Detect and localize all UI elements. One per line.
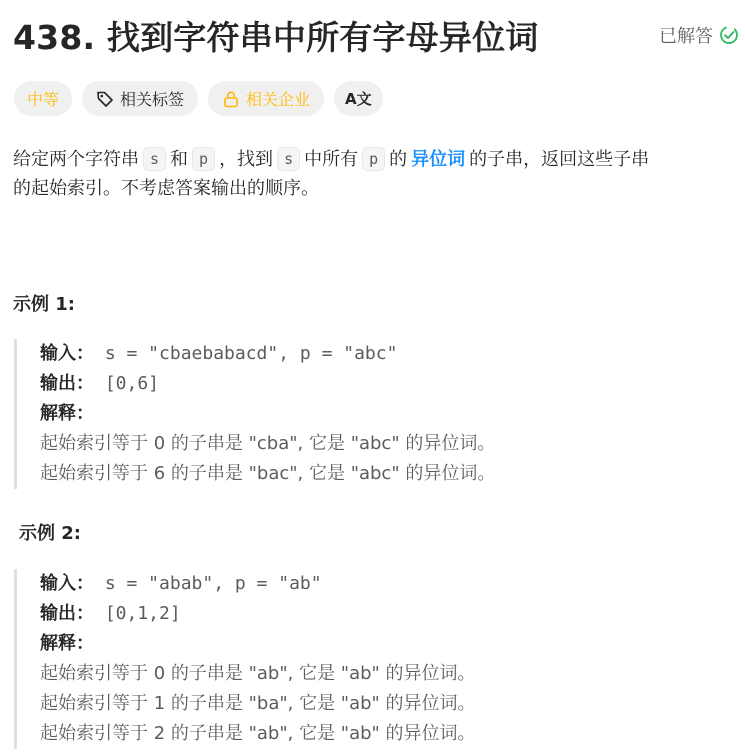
input-label: 输入： bbox=[40, 573, 94, 594]
tag-icon bbox=[96, 90, 114, 108]
desc-text: 的 bbox=[389, 149, 408, 170]
example-input bbox=[40, 569, 476, 599]
solved-label: 已解答 bbox=[659, 26, 713, 47]
translate-button[interactable] bbox=[334, 81, 383, 116]
inline-code-s: s bbox=[277, 147, 300, 171]
related-tags-label: 相关标签 bbox=[120, 90, 185, 109]
example-2-title: 示例 2: bbox=[19, 523, 81, 544]
related-tags-button[interactable] bbox=[82, 81, 198, 116]
example-input bbox=[40, 339, 495, 369]
example-1-block bbox=[14, 339, 495, 489]
input-value: s = "abab", p = "ab" bbox=[94, 573, 322, 594]
example-explain bbox=[40, 399, 495, 429]
desc-text: ，找到 bbox=[219, 149, 274, 170]
anagram-link[interactable]: 异位词 bbox=[411, 149, 466, 170]
output-value: [0,6] bbox=[94, 373, 160, 394]
desc-text: 和 bbox=[170, 149, 189, 170]
example-output bbox=[40, 369, 495, 399]
description-line-2: 的起始索引。不考虑答案输出的顺序。 bbox=[13, 178, 319, 199]
desc-text: 的子串，返回这些子串 bbox=[469, 149, 650, 170]
lock-icon bbox=[222, 90, 240, 108]
example-2-block bbox=[14, 569, 476, 749]
output-label: 输出： bbox=[40, 373, 94, 394]
tag-bar bbox=[14, 81, 383, 116]
translate-icon: A文 bbox=[345, 90, 372, 108]
related-companies-button[interactable] bbox=[208, 81, 324, 116]
difficulty-badge[interactable] bbox=[14, 81, 72, 116]
difficulty-label: 中等 bbox=[27, 90, 60, 109]
desc-text: 中所有 bbox=[304, 149, 359, 170]
desc-text: 给定两个字符串 bbox=[13, 149, 139, 170]
input-label: 输入： bbox=[40, 343, 94, 364]
example-1-title: 示例 1: bbox=[13, 294, 75, 315]
output-label: 输出： bbox=[40, 603, 94, 624]
description-line-1 bbox=[13, 145, 733, 174]
problem-title: 438. 找到字符串中所有字母异位词 bbox=[13, 18, 539, 57]
inline-code-s: s bbox=[143, 147, 166, 171]
explain-label: 解释： bbox=[40, 403, 94, 424]
explain-line: 起始索引等于 0 的子串是 "ab", 它是 "ab" 的异位词。 bbox=[40, 663, 476, 684]
explain-label: 解释： bbox=[40, 633, 94, 654]
input-value: s = "cbaebabacd", p = "abc" bbox=[94, 343, 398, 364]
inline-code-p: p bbox=[192, 147, 215, 171]
example-output bbox=[40, 599, 476, 629]
explain-line: 起始索引等于 1 的子串是 "ba", 它是 "ab" 的异位词。 bbox=[40, 693, 476, 714]
related-companies-label: 相关企业 bbox=[246, 90, 311, 109]
explain-line: 起始索引等于 2 的子串是 "ab", 它是 "ab" 的异位词。 bbox=[40, 723, 476, 744]
check-circle-icon bbox=[719, 25, 739, 45]
inline-code-p: p bbox=[362, 147, 385, 171]
explain-line: 起始索引等于 0 的子串是 "cba", 它是 "abc" 的异位词。 bbox=[40, 433, 496, 454]
solved-status[interactable] bbox=[659, 22, 739, 48]
explain-line: 起始索引等于 6 的子串是 "bac", 它是 "abc" 的异位词。 bbox=[40, 463, 496, 484]
problem-description bbox=[13, 145, 733, 203]
output-value: [0,1,2] bbox=[94, 603, 181, 624]
example-explain bbox=[40, 629, 476, 659]
